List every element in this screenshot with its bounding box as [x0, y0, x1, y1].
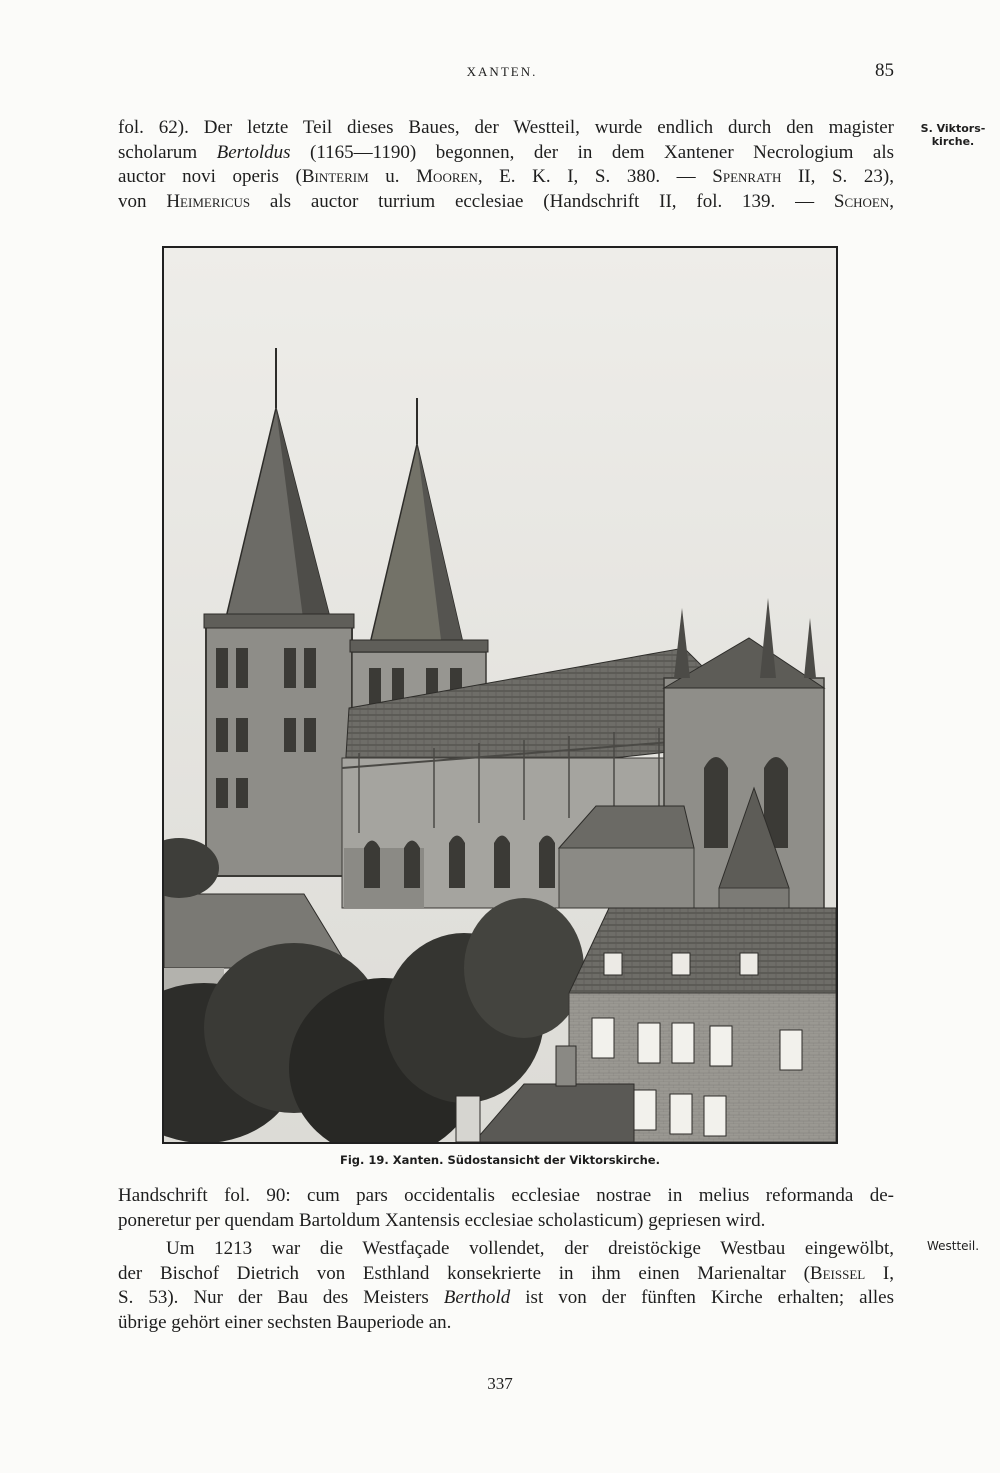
- page-header: [110, 60, 894, 84]
- text-line: von Heimericus als auctor turrium ecclesiae (Handschrift II, fol. 139. — Schoen,: [118, 190, 895, 212]
- figure-photograph: [162, 246, 838, 1144]
- margin-note-line: S. Viktors-: [920, 122, 986, 135]
- text-line: auctor novi operis (Binterim u. Mooren, E. K. I, S. 380. — Spenrath II, S. 23),: [118, 166, 894, 187]
- margin-note-viktorskirche: [908, 122, 998, 148]
- text-line: fol. 62). Der letzte Teil dieses Baues, der Westteil, wurde endlich durch den magister: [118, 117, 894, 138]
- text-line: Um 1213 war die Westfaçade vollendet, der dreistöckige Westbau eingewölbt,: [166, 1238, 894, 1259]
- text-line: übrige gehört einer sechsten Bauperiode an.: [118, 1311, 452, 1333]
- paragraph-top: [118, 116, 894, 214]
- figure-caption: Fig. 19. Xanten. Südostansicht der Viktorskirche.: [340, 1153, 660, 1167]
- paragraph-continued: [118, 1184, 894, 1233]
- paragraph-westbau: [118, 1237, 894, 1335]
- cathedral-illustration: [164, 248, 836, 1142]
- margin-note-westteil: Westteil.: [926, 1239, 980, 1253]
- margin-note-line: kirche.: [931, 135, 975, 148]
- text-line: der Bischof Dietrich von Esthland konsekrierte in ihm einen Marienaltar (Beissel I,: [118, 1262, 894, 1284]
- page-number: 85: [875, 60, 894, 81]
- running-title: XANTEN.: [466, 64, 538, 79]
- text-line: S. 53). Nur der Bau des Meisters Berthold ist von der fünften Kirche erhalten; alles: [118, 1287, 894, 1308]
- text-line: Handschrift fol. 90: cum pars occidentalis ecclesiae nostrae in melius reformanda de-: [118, 1185, 894, 1206]
- text-line: poneretur per quendam Bartoldum Xantensis ecclesiae scholasticum) gepriesen wird.: [118, 1209, 766, 1231]
- footer-page-number: 337: [487, 1374, 513, 1393]
- text-line: scholarum Bertoldus (1165—1190) begonnen, der in dem Xantener Necrologium als: [118, 141, 894, 163]
